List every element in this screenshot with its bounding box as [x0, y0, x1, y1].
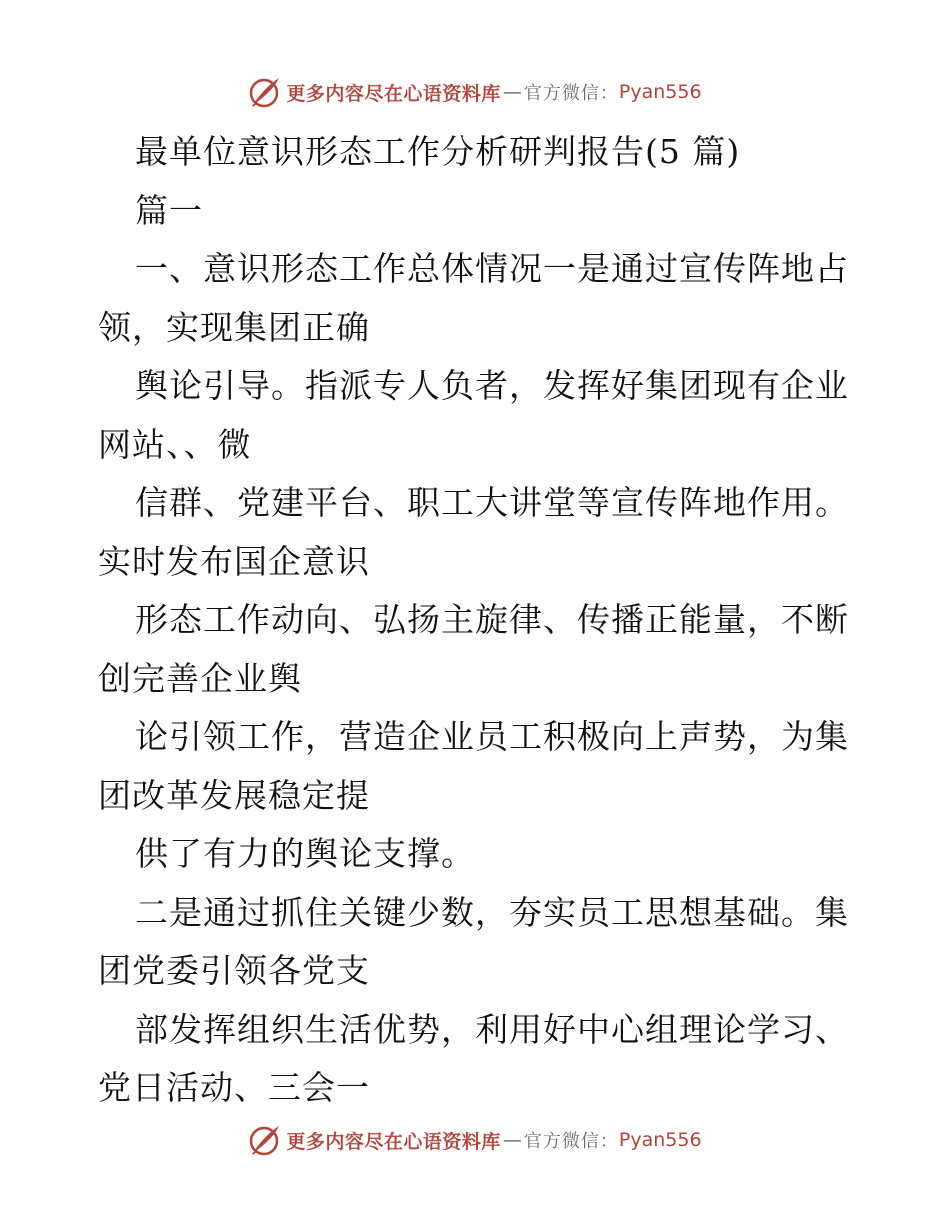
paragraph-line: 团党委引领各党支 — [98, 951, 370, 990]
feather-pen-logo-icon — [248, 75, 282, 109]
paragraph-line: 创完善企业舆 — [98, 658, 302, 698]
promo-text: 更多内容尽在心语资料库 — [286, 1130, 501, 1153]
banner-dash: — — [502, 1129, 522, 1151]
paragraph-line: 信群、党建平台、职工大讲堂等宣传阵地作用。 — [135, 483, 849, 522]
wechat-label: 官方微信： — [523, 1131, 619, 1152]
feather-pen-logo-icon — [248, 1123, 282, 1157]
wechat-id: Pyan556 — [618, 81, 702, 103]
paragraph-line: 部发挥组织生活优势，利用好中心组理论学习、 — [135, 1009, 849, 1049]
document-body — [98, 123, 858, 1118]
section-heading: 篇一 — [135, 190, 203, 230]
banner-dash: — — [502, 81, 522, 103]
paragraph-line: 论引领工作，营造企业员工积极向上声势，为集 — [135, 717, 849, 756]
document-title: 最单位意识形态工作分析研判报告(5 篇) — [135, 132, 741, 171]
paragraph-line: 领，实现集团正确 — [98, 307, 370, 347]
paragraph-line: 党日活动、三会一 — [98, 1068, 370, 1107]
paragraph-line: 二是通过抓住关键少数，夯实员工思想基础。集 — [135, 892, 849, 932]
paragraph-line: 舆论引导。指派专人负者，发挥好集团现有企业 — [135, 366, 849, 405]
wechat-label: 官方微信： — [523, 83, 619, 104]
promo-text: 更多内容尽在心语资料库 — [286, 82, 501, 105]
header-watermark-banner — [0, 72, 950, 112]
wechat-id: Pyan556 — [618, 1129, 702, 1151]
paragraph-line: 一、意识形态工作总体情况一是通过宣传阵地占 — [135, 249, 849, 288]
paragraph-line: 团改革发展稳定提 — [98, 775, 370, 815]
footer-watermark-banner — [0, 1120, 950, 1160]
paragraph-line: 实时发布国企意识 — [98, 541, 370, 581]
paragraph-line: 形态工作动向、弘扬主旋律、传播正能量，不断 — [135, 600, 849, 639]
paragraph-line: 网站、、微 — [98, 424, 252, 464]
paragraph-line: 供了有力的舆论支撑。 — [135, 834, 475, 873]
